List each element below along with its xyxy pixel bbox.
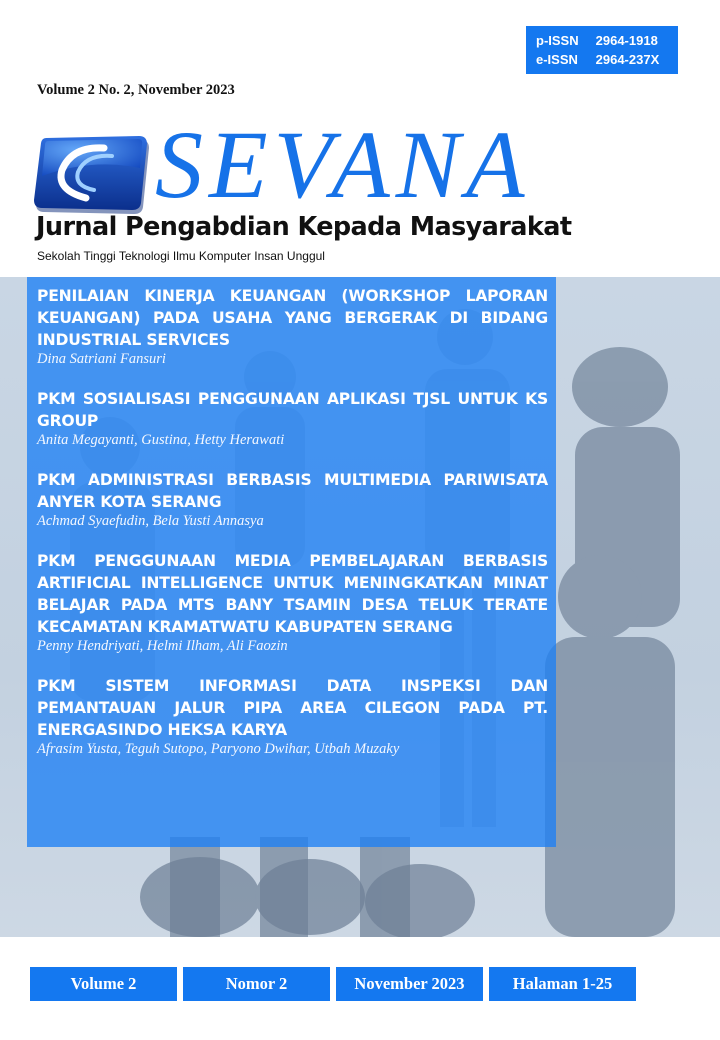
table-of-contents bbox=[27, 277, 556, 847]
issn-online-value: 2964-237X bbox=[595, 52, 660, 67]
article-title: PKM PENGGUNAAN MEDIA PEMBELAJARAN BERBASIS ARTIFICIAL INTELLIGENCE UNTUK MENINGKATKAN MINAT BELAJAR PADA MTS BANY TSAMIN DESA TELUK TERATE KECAMATAN KRAMATWATU KABUPATEN SERANG bbox=[37, 552, 548, 636]
article-authors: Dina Satriani Fansuri bbox=[37, 351, 166, 367]
journal-institution: Sekolah Tinggi Teknologi Ilmu Komputer Insan Unggul bbox=[37, 249, 325, 263]
article-title: PENILAIAN KINERJA KEUANGAN (WORKSHOP LAPORAN KEUANGAN) PADA USAHA YANG BERGERAK DI BIDANG INDUSTRIAL SERVICES bbox=[37, 287, 548, 349]
article-item[interactable] bbox=[37, 469, 548, 530]
issn-box bbox=[526, 26, 678, 74]
article-authors: Anita Megayanti, Gustina, Hetty Herawati bbox=[37, 432, 285, 448]
journal-logo-icon bbox=[32, 128, 150, 216]
article-title: PKM ADMINISTRASI BERBASIS MULTIMEDIA PARIWISATA ANYER KOTA SERANG bbox=[37, 471, 548, 511]
article-item[interactable] bbox=[37, 285, 548, 368]
issn-online-row bbox=[536, 50, 678, 69]
footer-volume: Volume 2 bbox=[30, 967, 177, 1001]
issn-print-row bbox=[536, 31, 678, 50]
issn-online-label: e-ISSN bbox=[536, 52, 578, 67]
article-title: PKM SOSIALISASI PENGGUNAAN APLIKASI TJSL UNTUK KS GROUP bbox=[37, 390, 548, 430]
volume-line: Volume 2 No. 2, November 2023 bbox=[37, 82, 235, 98]
article-item[interactable] bbox=[37, 550, 548, 655]
article-authors: Achmad Syaefudin, Bela Yusti Annasya bbox=[37, 513, 264, 529]
journal-subtitle: Jurnal Pengabdian Kepada Masyarakat bbox=[36, 212, 572, 242]
article-item[interactable] bbox=[37, 388, 548, 449]
journal-title: SEVANA bbox=[155, 111, 531, 218]
issn-print-value: 2964-1918 bbox=[595, 33, 658, 48]
article-authors: Penny Hendriyati, Helmi Ilham, Ali Faozin bbox=[37, 638, 288, 654]
article-item[interactable] bbox=[37, 675, 548, 758]
footer-date: November 2023 bbox=[336, 967, 483, 1001]
footer-pages: Halaman 1-25 bbox=[489, 967, 636, 1001]
article-title: PKM SISTEM INFORMASI DATA INSPEKSI DAN PEMANTAUAN JALUR PIPA AREA CILEGON PADA PT. ENERGASINDO HEKSA KARYA bbox=[37, 677, 548, 739]
article-authors: Afrasim Yusta, Teguh Sutopo, Paryono Dwihar, Utbah Muzaky bbox=[37, 741, 400, 757]
issn-print-label: p-ISSN bbox=[536, 33, 579, 48]
footer-number: Nomor 2 bbox=[183, 967, 330, 1001]
